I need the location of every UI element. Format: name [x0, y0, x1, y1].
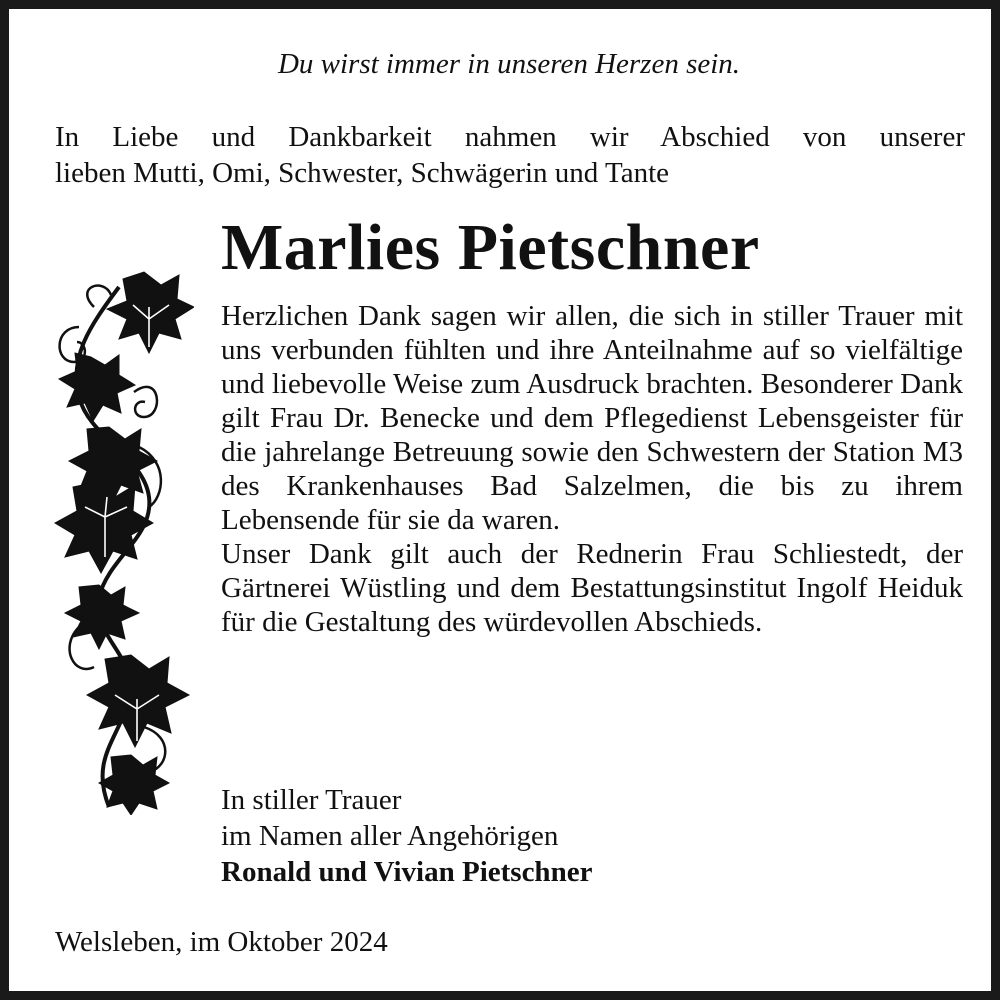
intro-line-2: lieben Mutti, Omi, Schwester, Schwägerin und Tante — [55, 157, 670, 189]
thanks-paragraph-1: Herzlichen Dank sagen wir allen, die sich in stiller Trauer mit uns verbunden fühlten und ihre Anteilnahme auf so vielfältige und liebevolle Weise zum Ausdruck brachten. Besonderer Dank gilt Frau Dr. Benecke und dem Pflegedienst Lebensgeister für die jahrelange Betreuung sowie den Schwestern der Station M3 des Krankenhauses Bad Salzelmen, die bis zu ihrem Lebensende für sie da waren. — [221, 300, 963, 536]
thanks-text — [221, 299, 963, 639]
signoff-line-1: In stiller Trauer — [221, 784, 402, 816]
motto: Du wirst immer in unseren Herzen sein. — [277, 48, 741, 80]
grapevine-icon — [49, 267, 194, 815]
intro-text — [55, 119, 965, 191]
intro-line-1: In Liebe und Dankbarkeit nahmen wir Abschied von unserer — [55, 121, 965, 153]
place-date: Welsleben, im Oktober 2024 — [55, 926, 388, 958]
thanks-paragraph-2: Unser Dank gilt auch der Rednerin Frau Schliestedt, der Gärtnerei Wüstling und dem Bestattungsinstitut Ingolf Heiduk für die Gestaltung des würdevollen Abschieds. — [221, 538, 963, 638]
mourners-names: Ronald und Vivian Pietschner — [221, 856, 593, 888]
signoff — [221, 782, 921, 890]
signoff-line-2: im Namen aller Angehörigen — [221, 820, 559, 852]
deceased-name: Marlies Pietschner — [221, 211, 760, 284]
